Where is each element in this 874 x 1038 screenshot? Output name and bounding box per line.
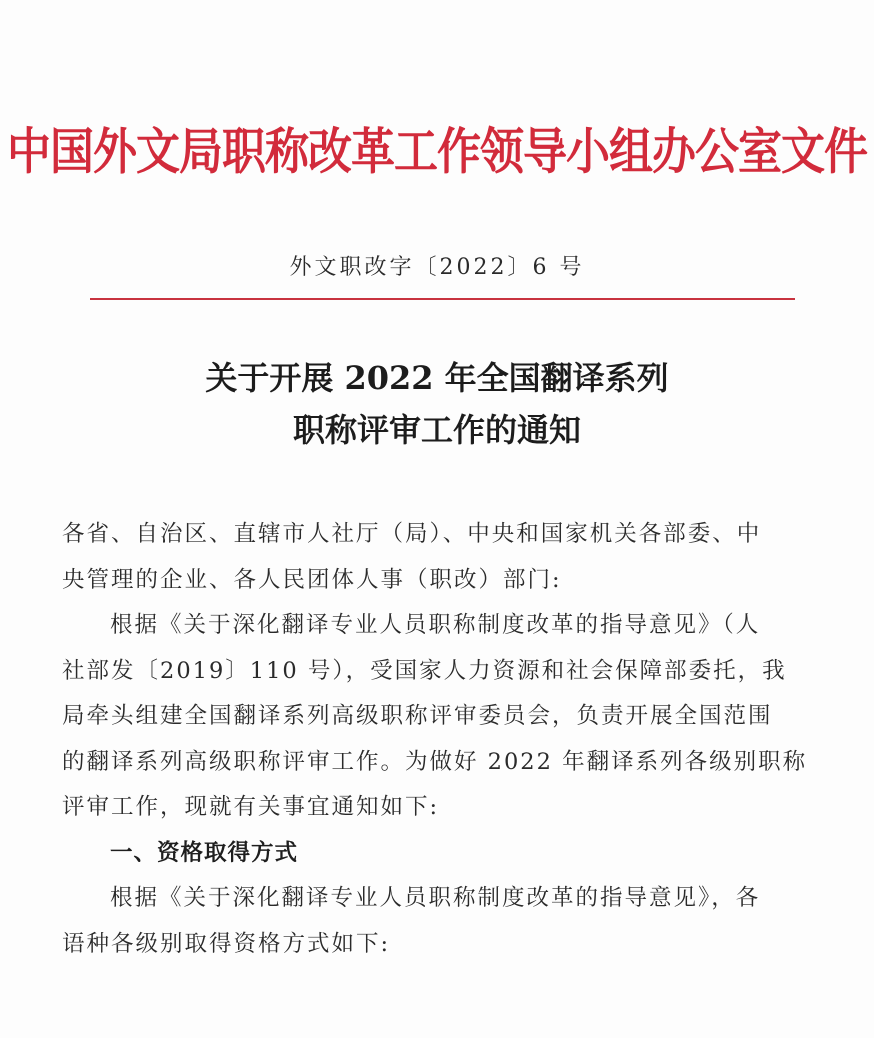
- paragraph-line: 局牵头组建全国翻译系列高级职称评审委员会，负责开展全国范围: [62, 703, 773, 729]
- title-line-1: 关于开展 2022 年全国翻译系列: [205, 359, 669, 397]
- document-title: [0, 352, 874, 456]
- document-number: 外文职改字〔2022〕6 号: [289, 255, 585, 280]
- red-divider-line: [90, 298, 795, 300]
- paragraph-2: [62, 876, 792, 967]
- paragraph-line: 的翻译系列高级职称评审工作。为做好 2022 年翻译系列各级别职称: [62, 748, 808, 775]
- paragraph-line: 根据《关于深化翻译专业人员职称制度改革的指导意见》（人: [110, 612, 761, 638]
- paragraph-line: 评审工作，现就有关事宜通知如下:: [62, 794, 440, 820]
- document-body: [62, 512, 808, 967]
- paragraph-line: 社部发〔2019〕110 号），受国家人力资源和社会保障部委托，我: [62, 657, 787, 684]
- salutation-line: 央管理的企业、各人民团体人事（职改）部门:: [62, 566, 562, 593]
- salutation: [62, 512, 792, 603]
- salutation-line: 各省、自治区、直辖市人社厅（局）、中央和国家机关各部委、中: [62, 521, 762, 547]
- paragraph-1: [62, 603, 808, 831]
- paragraph-line: 根据《关于深化翻译专业人员职称制度改革的指导意见》，各: [110, 885, 761, 911]
- section-heading-1: 一、资格取得方式: [110, 839, 299, 866]
- paragraph-line: 语种各级别取得资格方式如下:: [62, 930, 391, 957]
- title-line-2: 职称评审工作的通知: [292, 411, 581, 449]
- issuing-office-header: 中国外文局职称改革工作领导小组办公室文件: [7, 123, 867, 181]
